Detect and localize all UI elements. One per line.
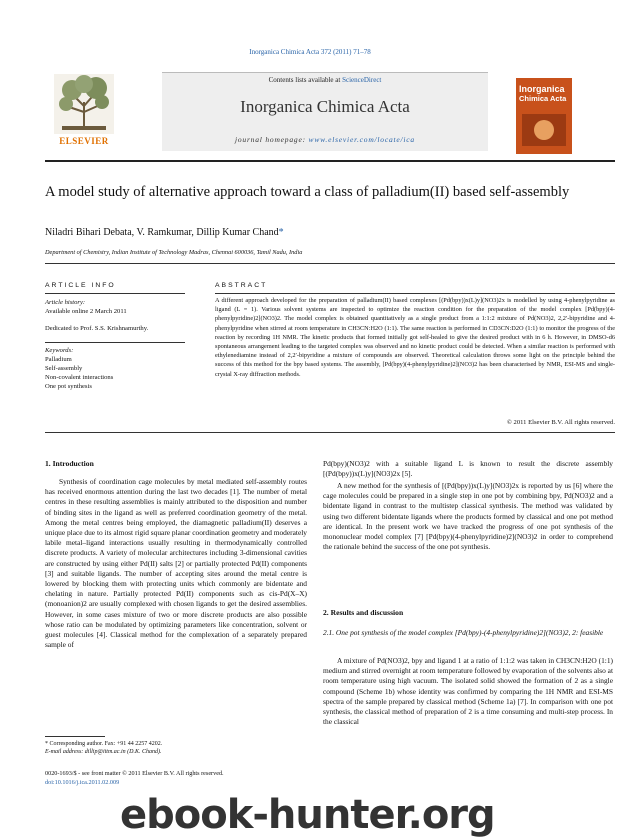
sciencedirect-link[interactable]: ScienceDirect xyxy=(342,76,382,84)
article-title: A model study of alternative approach toward a class of palladium(II) based self-assembly xyxy=(45,184,570,200)
journal-reference[interactable]: Inorganica Chimica Acta 372 (2011) 71–78 xyxy=(249,48,371,56)
footnote-corresponding xyxy=(45,740,307,756)
issn-line: 0020-1693/$ - see front matter © 2011 Elsevier B.V. All rights reserved. xyxy=(45,770,224,777)
elsevier-logo[interactable] xyxy=(52,72,116,150)
right-paragraph-2: A new method for the synthesis of [(Pd(bpy))x(L)y](NO3)2x is reported by us [6] where the cage molecules could be prepared in a single step in one pot by combining bpy, Pd(NO3)2 and a bidentate ligand in contrast to the multistep classical synthesis. The method was validated by using two different bidentate ligands where the products formed by classical and one pot method are identical. In the present work we have tracked the progress of one pot synthesis of the mononuclear model complex [7] [Pd(bpy)(4-phenylpyridine)2](NO3)2 in order to comprehend the rationale behind the success of the one pot synthesis. xyxy=(323,481,613,552)
keyword-item: Self-assembly xyxy=(45,365,83,372)
journal-cover-thumbnail[interactable] xyxy=(516,78,572,154)
article-history xyxy=(45,298,195,316)
right-paragraph-3: A mixture of Pd(NO3)2, bpy and ligand 1 at a ratio of 1:1:2 was taken in CH3CN:H2O (1:1) medium and stirred overnight at room temperature followed by evaporation of the solvents also at room temperature using high vacuum. The isolated solid showed the formation of 2 as a single compound (Scheme 1b) whose identity was confirmed by comparing the 1H NMR and ESI-MS spectra of the sample prepared by classical method (Scheme 1a) [7]. In comparison with one pot synthesis, the classical method of preparation of 2 is a time consuming and multi-step process. In the classical xyxy=(323,656,613,727)
doi-link[interactable]: doi:10.1016/j.ica.2011.02.009 xyxy=(45,778,120,786)
section-heading-results: 2. Results and discussion xyxy=(323,608,404,617)
watermark-text: ebook-hunter.org xyxy=(120,792,495,838)
section-heading-introduction: 1. Introduction xyxy=(45,459,94,468)
dedication: Dedicated to Prof. S.S. Krishnamurthy. xyxy=(45,325,149,332)
footnote-email[interactable]: E-mail address: dillip@iitm.ac.in (D.K. Chand). xyxy=(45,749,162,755)
right-paragraph-1: Pd(bpy)(NO3)2 with a suitable ligand L is known to result the discrete assembly [(Pd(bpy))x(L)y](NO3)2x [5]. xyxy=(323,459,613,479)
history-label: Article history: xyxy=(45,299,86,306)
keyword-item: Non-covalent interactions xyxy=(45,374,114,381)
contents-line xyxy=(162,76,488,84)
affiliation-rule xyxy=(45,263,615,264)
keywords xyxy=(45,346,195,391)
homepage-prefix: journal homepage: xyxy=(234,135,309,144)
journal-homepage xyxy=(162,135,488,144)
corresponding-author-mark[interactable]: * xyxy=(278,227,284,238)
introduction-paragraph: Synthesis of coordination cage molecules by metal mediated self-assembly routes has received enormous attention during the last two decades [1]. The number of metal centres in these resulting assemblies is mainly attributed to the disposition and number of binding sites in the ligand as well as preferred coordination geometry of the metal. Among the metal centres being employed, the diamagnetic palladium(II) deserves a unique place due to its almost rigid square planar coordination geometry and moderately labile metal–ligand interactions usually resulting in thermodynamically controlled discrete products. A variety of molecular architectures including 3-dimensional cavities are constructed by using either Pd(II) salts [2] or partially protected Pd(II) components [3] and suitable ligands. The number of accepting sites around the metal centre is lowered by blocking them with protecting units which commonly are bidentate and chelating in nature. Partially protected Pd(II) components such as cis-Pd(X–X)(monoanion)2 are usually complexed with chosen ligands to get the desired assemblies. However, in some cases mixture of two or more discrete products are also possible whose ratio can be modulated by optimizing parameters like concentration, solvent or guest molecules [4]. Classical method for the complexation of a separately prepared sample of xyxy=(45,477,307,650)
abstract-text: A different approach developed for the preparation of palladium(II) based complexes [(Pd(bpy))x(L)y](NO3)2x is modelled by using 4-phenylpyridine as ligand (L = 1). Various solvent systems are inspected to optimize the reaction condition for the preparation of the model complex [Pd(bpy)(4-phenylpyridine)2](NO3)2. The model complex is obtained quantitatively as a single product from a 1:1:2 mixture of Pd(NO3)2, 2,2′-bipyridine and 4-phenylpyridine when stirred at room temperature in CH3CN:H2O (1:1). The same reaction is performed in CD3CN:D2O (1:1) to monitor the progress of the reaction by recording 1H NMR. The kinetic products that formed initially got self-healed to give the desired product with in 6 h. However, in DMSO-d6 spontaneous arrangement leading to the targeted complex was observed and no kinetic product could be detected. When a similar reaction is performed with ethylenediamine instead of 2,2′-bipyridine a mixture of compounds are observed. Theoretical calculation throws some light on the principle behind the success of this method for the bpy based systems. The assembly, [Pd(bpy)(4-phenylpyridine)2](NO3)2 has been characterised by NMR, ESI-MS and single-crystal X-ray diffraction methods. xyxy=(215,297,615,378)
cover-title-2: Chimica Acta xyxy=(519,94,567,103)
affiliation: Department of Chemistry, Indian Institute of Technology Madras, Chennai 600036, Tamil Nadu, India xyxy=(45,249,303,256)
journal-masthead xyxy=(52,72,572,156)
copyright: © 2011 Elsevier B.V. All rights reserved. xyxy=(506,419,615,426)
header-rule xyxy=(45,160,615,162)
keyword-item: One pot synthesis xyxy=(45,383,92,390)
homepage-link[interactable]: www.elsevier.com/locate/ica xyxy=(308,135,415,144)
abstract-rule-top xyxy=(215,293,615,294)
elsevier-wordmark: ELSEVIER xyxy=(59,136,109,146)
authors xyxy=(45,227,284,238)
journal-name: Inorganica Chimica Acta xyxy=(240,97,410,116)
keyword-item: Palladium xyxy=(45,356,72,363)
abstract-heading: ABSTRACT xyxy=(215,282,268,289)
keywords-label: Keywords: xyxy=(45,347,74,354)
info-rule-top xyxy=(45,293,185,294)
masthead-center xyxy=(162,72,488,151)
front-matter xyxy=(45,770,224,787)
history-date: Available online 2 March 2011 xyxy=(45,308,127,315)
cover-title-1: Inorganica xyxy=(519,84,565,94)
info-rule-mid xyxy=(45,342,185,343)
contents-prefix: Contents lists available at xyxy=(268,76,343,84)
abstract-rule-bottom xyxy=(45,432,615,433)
article-info-heading: ARTICLE INFO xyxy=(45,282,116,289)
subsection-heading: 2.1. One pot synthesis of the model complex [Pd(bpy)-(4-phenylpyridine)2](NO3)2, 2: feasible xyxy=(323,628,604,637)
footnote-fax: * Corresponding author. Fax: +91 44 2257 4202. xyxy=(45,741,163,747)
footnote-rule xyxy=(45,736,105,737)
author-list: Niladri Bihari Debata, V. Ramkumar, Dillip Kumar Chand xyxy=(45,227,279,238)
